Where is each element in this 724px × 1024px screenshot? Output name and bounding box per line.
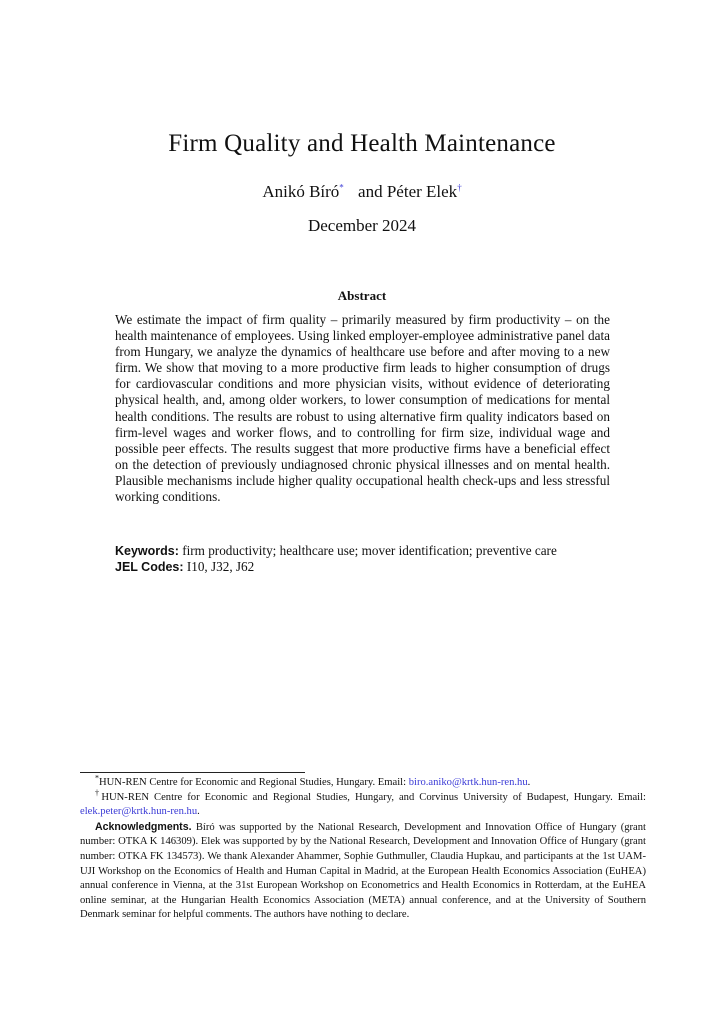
- footnote-rule: [80, 772, 305, 773]
- footnote-mark-dagger[interactable]: †: [457, 182, 462, 193]
- jel-label: JEL Codes:: [115, 560, 184, 575]
- jel-line: [115, 559, 635, 575]
- abstract-heading: Abstract: [337, 288, 387, 303]
- footnote-1-mark: *: [95, 773, 99, 783]
- acknowledgments-label: Acknowledgments.: [95, 820, 192, 833]
- footnote-2-end: .: [197, 806, 200, 818]
- jel-text: I10, J32, J62: [186, 559, 255, 575]
- author-biro: Anikó Bíró: [262, 182, 340, 201]
- paper-title: Firm Quality and Health Maintenance: [168, 130, 556, 157]
- footnote-1-text: HUN-REN Centre for Economic and Regional Studies, Hungary. Email:: [99, 777, 407, 788]
- footnote-2-mark: †: [95, 788, 102, 798]
- email-link-elek[interactable]: elek.peter@krtk.hun-ren.hu: [80, 806, 198, 818]
- footnote-2: [80, 788, 646, 820]
- footnotes: [80, 773, 646, 923]
- paper-date: December 2024: [307, 216, 417, 235]
- abstract-text: We estimate the impact of firm quality – primarily measured by firm productivity – on the health maintenance of employees. Using linked employer-employee administrative panel data from Hungary, we analyze the dynamics of healthcare use before and after moving to a new firm. We show that moving to a more productive firm leads to higher consumption of drugs for cardiovascular conditions and more physician visits, without evidence of deteriorating physical health, and, among older workers, to lower consumption of medications for mental health conditions. The results are robust to using alternative firm quality indicators based on firm-level wages and worker flows, and to controlling for firm size, individual wage and possible peer effects. The results suggest that more productive firms have a beneficial effect on the detection of previously undiagnosed chronic physical illnesses and on mental health. Plausible mechanisms include higher quality occupational health check-ups and less stressful working conditions.: [115, 312, 610, 505]
- footnote-1-end: .: [527, 777, 531, 788]
- acknowledgments: [80, 820, 646, 923]
- author-elek: and Péter Elek: [358, 182, 458, 201]
- footnote-mark-star[interactable]: *: [339, 182, 344, 193]
- email-link-biro[interactable]: biro.aniko@krtk.hun-ren.hu: [408, 777, 528, 788]
- keywords-line: [115, 543, 635, 559]
- footnote-1: [80, 773, 646, 791]
- keywords-block: [115, 543, 635, 575]
- footnote-2-text: HUN-REN Centre for Economic and Regional Studies, Hungary, and Corvinus University of Budapest, Hungary. Email:: [101, 791, 646, 803]
- author-line: [0, 182, 724, 202]
- keywords-label: Keywords:: [115, 544, 179, 558]
- acknowledgments-text: Bíró was supported by the National Research, Development and Innovation Office of Hungary (grant number: OTKA K 146309). Elek was supported by by the National Research, Development and Innovation Office of Hungary (grant number: OTKA FK 134573). We thank Alexander Ahammer, Sophie Guthmuller, Claudia Hupkau, and participants at the 1st UAM-UJI Workshop on the Economics of Health and Human Capital in Madrid, at the European Health Economics Association (EuHEA) annual conference in Vienna, at the 31st European Workshop on Econometrics and Health Economics in Rotterdam, at the EuHEA online seminar, at the Hungarian Health Economics Association (META) annual conference, and at the University of Southern Denmark seminar for helpful comments. The authors have nothing to declare.: [80, 821, 646, 921]
- keywords-text: firm productivity; healthcare use; mover identification; preventive care: [182, 543, 557, 558]
